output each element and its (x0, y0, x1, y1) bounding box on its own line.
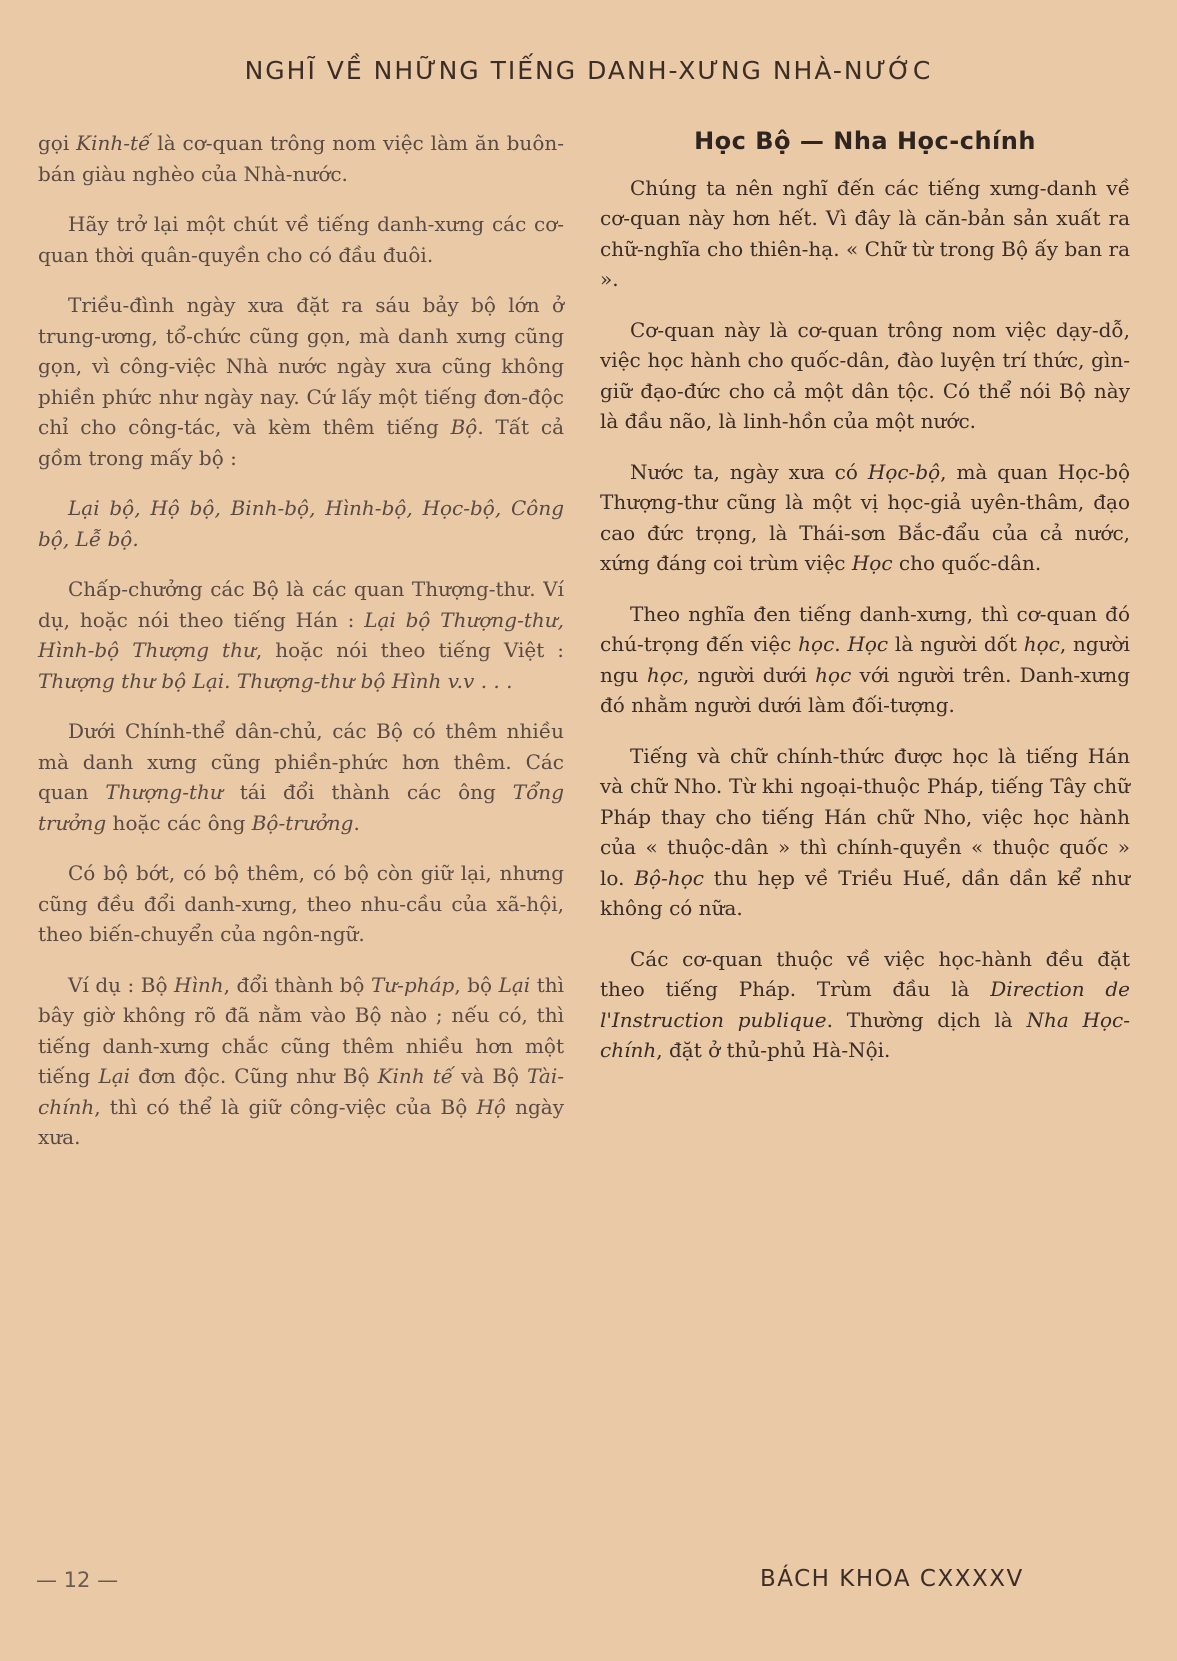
paragraph: gọi Kinh-tế là cơ-quan trông nom việc làm ăn buôn-bán giàu nghèo của Nhà-nước. (38, 131, 564, 186)
paragraph: Có bộ bớt, có bộ thêm, có bộ còn giữ lại, nhưng cũng đều đổi danh-xưng, theo nhu-cầu của xã-hội, theo biến-chuyển của ngôn-ngữ. (38, 861, 564, 946)
italic-term: Học (851, 551, 893, 575)
magazine-title: BÁCH KHOA CXXXXV (760, 1566, 1024, 1592)
italic-term: Lại bộ, Hộ bộ, Binh-bộ, Hình-bộ, Học-bộ, Công bộ, Lễ bộ. (38, 496, 564, 551)
italic-term: Hộ (476, 1094, 506, 1119)
italic-term: Thượng thư bộ Lại. Thượng-thư bộ Hình v.v . . . (38, 668, 513, 693)
italic-term: Học-bộ (867, 459, 941, 484)
paragraph: Chúng ta nên nghĩ đến các tiếng xưng-danh về cơ-quan này hơn hết. Vì đây là căn-bản sản xuất ra chữ-nghĩa cho thiên-hạ. « Chữ từ trong Bộ ấy ban ra ». (600, 175, 1130, 291)
italic-term: Hình (174, 972, 224, 997)
italic-term: Học (847, 632, 889, 656)
italic-term: Tư-pháp (370, 972, 455, 997)
italic-term: Bộ-học (634, 865, 704, 890)
italic-term: học (646, 662, 683, 687)
paragraph (38, 493, 564, 554)
paragraph: Cơ-quan này là cơ-quan trông nom việc dạy-dỗ, việc học hành cho quốc-dân, đào luyện trí thức, gìn-giữ đạo-đức cho cả một dân tộc. Có thể nói Bộ này là đầu não, là linh-hồn của một nước. (600, 317, 1130, 433)
paragraph: Chấp-chưởng các Bộ là các quan Thượng-thư. Ví dụ, hoặc nói theo tiếng Hán : Lại bộ Thượng-thư, Hình-bộ Thượng thư, hoặc nói theo tiếng Việt : Thượng thư bộ Lại. Thượng-thư bộ Hình v.v . . . (38, 577, 565, 693)
italic-term: học (798, 632, 835, 656)
italic-term: Kinh tế (377, 1064, 454, 1088)
paragraph: Nước ta, ngày xưa có Học-bộ, mà quan Học-bộ Thượng-thư cũng là một vị học-giả uyên-thâm, đạo cao đức trọng, là Thái-sơn Bắc-đẩu của cả nước, xứng đáng coi trùm việc Học cho quốc-dân. (600, 459, 1131, 575)
right-column (600, 128, 1130, 1086)
italic-term: Lại (98, 1064, 131, 1088)
paragraph: Ví dụ : Bộ Hình, đổi thành bộ Tư-pháp, bộ Lại thì bây giờ không rõ đã nằm vào Bộ nào ; nếu có, thì tiếng danh-xưng chắc cũng thêm nhiều hơn một tiếng Lại đơn độc. Cũng như Bộ Kinh tế và Bộ Tài-chính, thì có thể là giữ công-việc của Bộ Hộ ngày xưa. (38, 972, 565, 1149)
paragraph: Dưới Chính-thể dân-chủ, các Bộ có thêm nhiều mà danh xưng cũng phiền-phức hơn thêm. Các quan Thượng-thư tái đổi thành các ông Tổng trưởng hoặc các ông Bộ-trưởng. (38, 719, 564, 835)
paragraph: Theo nghĩa đen tiếng danh-xưng, thì cơ-quan đó chú-trọng đến việc học. Học là người dốt học, người ngu học, người dưới học với người trên. Danh-xưng đó nhằm người dưới làm đối-tượng. (600, 601, 1130, 717)
italic-term: học (815, 662, 852, 687)
paragraph: Triều-đình ngày xưa đặt ra sáu bảy bộ lớn ở trung-ương, tổ-chức cũng gọn, mà danh xưng cũng gọn, vì công-việc Nhà nước ngày xưa cũng không phiền phức như ngày nay. Cứ lấy một tiếng đơn-độc chỉ cho công-tác, và kèm thêm tiếng Bộ. Tất cả gồm trong mấy bộ : (38, 293, 564, 470)
italic-term: Lại (498, 972, 531, 997)
italic-term: Direction de l'Instruction publique (600, 977, 1130, 1032)
paragraph: Các cơ-quan thuộc về việc học-hành đều đặt theo tiếng Pháp. Trùm đầu là Direction de l'Instruction publique. Thường dịch là Nha Học-chính, đặt ở thủ-phủ Hà-Nội. (600, 946, 1130, 1062)
italic-term: Tổng trưởng (38, 780, 564, 835)
italic-term: Bộ-trưởng (251, 810, 354, 835)
italic-term: Lại bộ Thượng-thư, Hình-bộ Thượng thư (38, 607, 565, 662)
left-column (38, 128, 564, 1173)
paragraph: Tiếng và chữ chính-thức được học là tiếng Hán và chữ Nho. Từ khi ngoại-thuộc Pháp, tiếng Tây chữ Pháp thay cho tiếng Hán chữ Nho, việc học hành của « thuộc-dân » thì chính-quyền « thuộc quốc » lo. Bộ-học thu hẹp về Triều Huế, dần dần kể như không có nữa. (600, 743, 1130, 920)
italic-term: Nha Học-chính (600, 1007, 1130, 1062)
italic-term: Tài-chính (38, 1064, 564, 1119)
italic-term: Kinh-tế (76, 131, 151, 155)
paragraph: Hãy trở lại một chút về tiếng danh-xưng các cơ-quan thời quân-quyền cho có đầu đuôi. (38, 212, 564, 267)
italic-term: học (1023, 632, 1060, 656)
running-head: NGHĨ VỀ NHỮNG TIẾNG DANH-XƯNG NHÀ-NƯỚC (244, 56, 933, 85)
page-number: — 12 — (36, 1568, 119, 1592)
italic-term: Bộ (450, 415, 478, 439)
section-heading: Học Bộ — Nha Học-chính (694, 127, 1036, 155)
italic-term: Thượng-thư (105, 780, 223, 804)
